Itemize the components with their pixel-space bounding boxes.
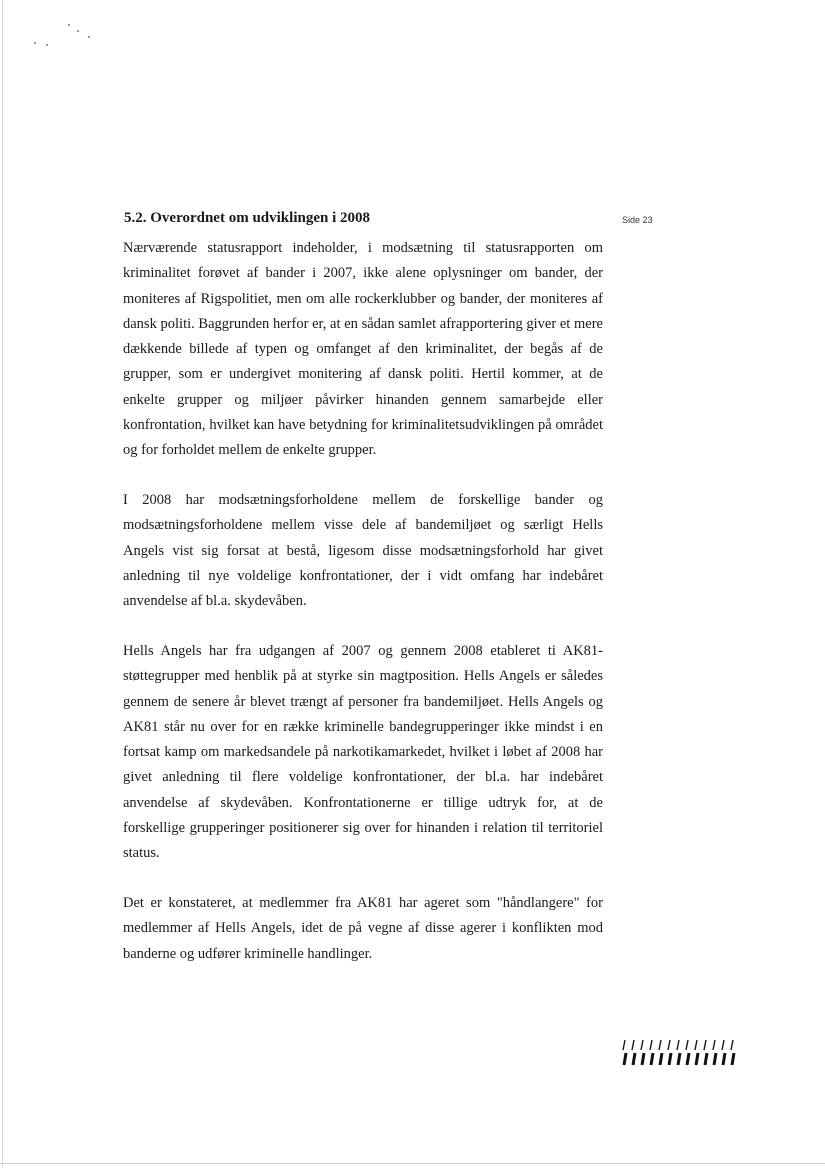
paragraph-1: Nærværende statusrapport indeholder, i modsætning til statusrapporten om kriminalitet forøvet af bander i 2007, ikke alene oplysninger om bander, der moniteres af Rigspolitiet, men om alle rockerklubber og bander, der moniteres af dansk politi. Baggrunden herfor er, at en sådan samlet afrapportering giver et mere dækkende billede af typen og omfanget af den kriminalitet, der begås af de grupper, som er undergivet monitering af dansk politi. Hertil kommer, at de enkelte grupper og miljøer påvirker hinanden gennem samarbejde eller konfrontation, hvilket kan have betydning for kriminalitetsudviklingen på området og for forholdet mellem de enkelte grupper. [123, 240, 603, 459]
scan-speck [68, 24, 70, 26]
scan-speck [34, 42, 36, 44]
scan-edge-bottom [0, 1163, 825, 1164]
section-heading: 5.2. Overordnet om udviklingen i 2008 [124, 210, 370, 226]
scan-edge-left [2, 0, 3, 1168]
scan-speck [77, 30, 79, 32]
barcode-stamp [622, 1038, 742, 1068]
paragraph-2: I 2008 har modsætningsforholdene mellem de forskellige bander og modsætningsforholdene mellem visse dele af bandemiljøet og særligt Hells Angels vist sig forsat at bestå, ligesom disse modsætningsforhold har givet anledning til nye voldelige konfrontationer, der i vidt omfang har indebåret anvendelse af bl.a. skydevåben. [123, 492, 603, 610]
page-number: Side 23 [622, 215, 653, 225]
paragraph-4: Det er konstateret, at medlemmer fra AK81 har ageret som "håndlangere" for medlemmer af Hells Angels, idet de på vegne af disse agerer i konflikten mod banderne og udfører kriminelle handlinger. [123, 895, 603, 962]
scan-speck [46, 44, 48, 46]
paragraph-3: Hells Angels har fra udgangen af 2007 og gennem 2008 etableret ti AK81-støttegrupper med henblik på at styrke sin magtposition. Hells Angels er således gennem de senere år blevet trængt af personer fra bandemiljøet. Hells Angels og AK81 står nu over for en række kriminelle bandegrupperinger ikke mindst i en fortsat kamp om markedsandele på narkotikamarkedet, hvilket i løbet af 2008 har givet anledning til flere voldelige konfrontationer, der bl.a. har indebåret anvendelse af skydevåben. Konfrontationerne er tillige udtryk for, at de forskellige grupperinger positionerer sig over for hinanden i relation til territoriel status. [123, 643, 603, 862]
scan-speck [88, 36, 90, 38]
